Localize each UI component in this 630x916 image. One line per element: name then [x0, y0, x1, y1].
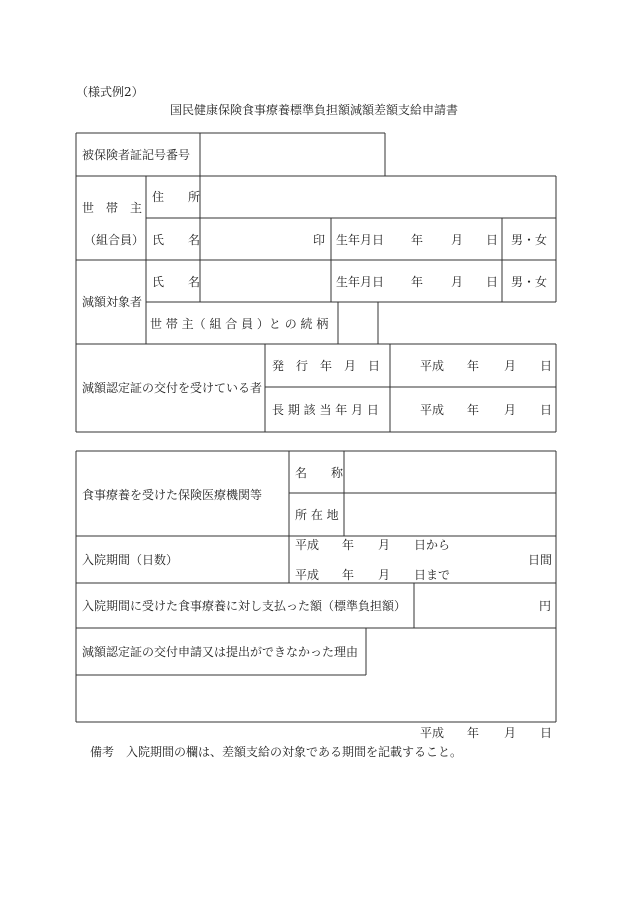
amount-label: 入院期間に受けた食事療養に対し支払った額（標準負担額）: [82, 599, 407, 613]
reason-label: 減額認定証の交付申請又は提出ができなかった理由: [82, 645, 359, 659]
subject-label: 減額対象者: [82, 295, 143, 309]
date-era: 平成: [420, 726, 445, 740]
year-label: 年: [411, 275, 424, 289]
birthdate-label: 生年月日: [336, 233, 385, 247]
year-label: 年: [342, 568, 355, 582]
subject-name-field[interactable]: [201, 261, 330, 301]
day-label: 日: [486, 233, 499, 247]
era-label: 平成: [295, 568, 320, 582]
subject-sex-option[interactable]: 男・女: [511, 275, 548, 289]
month-label: 月: [451, 233, 464, 247]
amount-field[interactable]: [415, 584, 555, 627]
householder-label: 世 帯 主: [82, 201, 143, 215]
subject-birthdate-label: 生年月日: [336, 275, 385, 289]
relationship-field[interactable]: [339, 303, 377, 343]
month-label: 月: [504, 403, 517, 417]
sex-option[interactable]: 男・女: [511, 233, 548, 247]
address-label: 住 所: [152, 190, 201, 204]
householder-address-field[interactable]: [201, 177, 555, 217]
institution-address-label: 所 在 地: [295, 508, 339, 522]
period-label: 入院期間（日数）: [82, 553, 179, 567]
relationship-label: 世 帯 主（ 組 合 員 ）と の 続 柄: [150, 317, 329, 331]
form-title: 国民健康保険食事療養標準負担額減額差額支給申請書: [170, 103, 459, 117]
day-label: 日: [540, 403, 553, 417]
month-label: 月: [504, 359, 517, 373]
month-label: 月: [451, 275, 464, 289]
institution-label: 食事療養を受けた保険医療機関等: [82, 488, 263, 502]
householder-name-field[interactable]: [201, 219, 309, 259]
seal-mark: 印: [313, 233, 326, 247]
month-label: 月: [378, 538, 391, 552]
day-label: 日: [486, 275, 499, 289]
institution-name-label: 名 称: [295, 466, 344, 480]
era-label: 平成: [420, 403, 445, 417]
institution-address-field[interactable]: [345, 494, 555, 535]
name-label: 氏 名: [152, 233, 201, 247]
institution-name-field[interactable]: [345, 452, 555, 492]
insured-number-field[interactable]: [201, 134, 384, 175]
subject-name-label: 氏 名: [152, 275, 201, 289]
insured-number-label: 被保険者証記号番号: [82, 148, 191, 162]
note-text: 備考 入院期間の欄は、差額支給の対象である期間を記載すること。: [90, 745, 463, 759]
date-year: 年: [467, 726, 480, 740]
year-label: 年: [467, 359, 480, 373]
month-label: 月: [378, 568, 391, 582]
reason-field[interactable]: [77, 676, 555, 721]
yen-label: 円: [539, 599, 552, 613]
day-label: 日: [540, 359, 553, 373]
days-label: 日間: [528, 553, 553, 567]
to-label: 日まで: [414, 568, 451, 582]
certificate-holder-label: 減額認定証の交付を受けている者: [82, 381, 263, 395]
householder-label-sub: （組合員）: [84, 233, 145, 247]
era-label: 平成: [295, 538, 320, 552]
date-day: 日: [540, 726, 553, 740]
issue-date-label: 発 行 年 月 日: [272, 359, 381, 373]
year-label: 年: [342, 538, 355, 552]
era-label: 平成: [420, 359, 445, 373]
year-label: 年: [467, 403, 480, 417]
date-month: 月: [504, 726, 517, 740]
long-term-date-label: 長 期 該 当 年 月 日: [272, 403, 379, 417]
year-label: 年: [411, 233, 424, 247]
from-label: 日から: [414, 538, 451, 552]
form-number: （様式例2）: [76, 85, 144, 99]
